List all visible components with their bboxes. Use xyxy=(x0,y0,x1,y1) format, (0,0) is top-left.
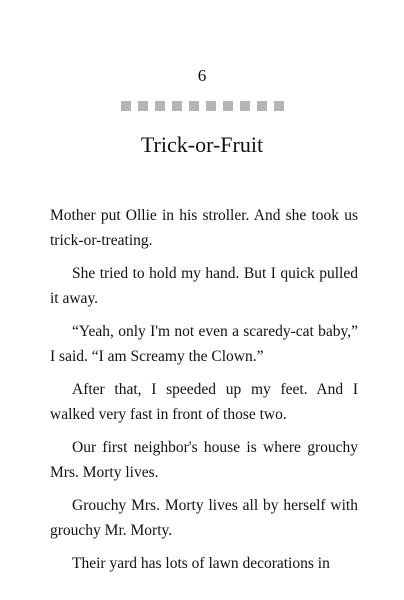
paragraph: After that, I speeded up my feet. And I walked very fast in front of those two. xyxy=(50,381,358,423)
paragraph: Our first neighbor's house is where grouchy Mrs. Morty lives. xyxy=(50,439,358,481)
chapter-title: Trick-or-Fruit xyxy=(140,132,264,157)
ornament-square xyxy=(274,101,284,111)
paragraph: “Yeah, only I'm not even a scaredy-cat baby,” I said. “I am Screamy the Clown.” xyxy=(50,323,358,365)
ornament-square xyxy=(155,101,165,111)
ornament-square xyxy=(240,101,250,111)
ornament-square xyxy=(206,101,216,111)
paragraph: Their yard has lots of lawn decorations in xyxy=(72,555,330,572)
ornament-square xyxy=(223,101,233,111)
chapter-body xyxy=(50,203,358,584)
ornament-square xyxy=(257,101,267,111)
paragraph: Mother put Ollie in his stroller. And she took us trick-or-treating. xyxy=(50,207,358,249)
ornament-square xyxy=(121,101,131,111)
ornament-square xyxy=(172,101,182,111)
chapter-number: 6 xyxy=(197,66,207,85)
paragraph: Grouchy Mrs. Morty lives all by herself with grouchy Mr. Morty. xyxy=(50,497,358,539)
paragraph: She tried to hold my hand. But I quick pulled it away. xyxy=(50,265,358,307)
chapter-ornament xyxy=(0,101,404,111)
ornament-square xyxy=(189,101,199,111)
ornament-square xyxy=(138,101,148,111)
